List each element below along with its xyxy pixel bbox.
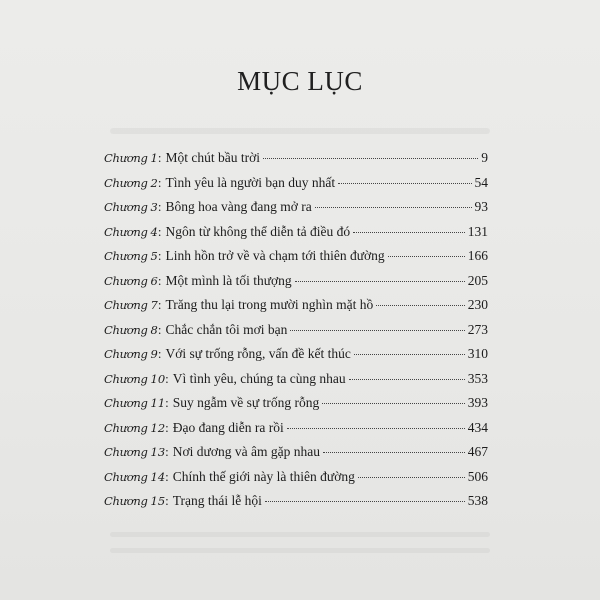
chapter-number: 7 (150, 298, 158, 312)
toc-entry (104, 248, 488, 273)
chapter-colon: : (157, 321, 162, 337)
chapter-colon: : (165, 493, 169, 508)
dot-leader (287, 428, 465, 429)
chapter-colon: : (157, 272, 162, 288)
chapter-number: 6 (150, 273, 158, 288)
chapter-label: Chương (104, 151, 148, 165)
dot-leader (388, 256, 465, 257)
dot-leader (354, 354, 465, 355)
chapter-title: Bông hoa vàng đang mở ra (165, 199, 312, 214)
chapter-title: Chắc chắn tôi mơi bạn (165, 321, 288, 337)
page-number: 93 (474, 199, 488, 214)
chapter-colon: : (157, 199, 162, 214)
page-number: 166 (467, 248, 488, 263)
toc-entry (104, 346, 488, 371)
show-through-text (110, 532, 490, 537)
chapter-colon: : (157, 223, 162, 239)
chapter-number: 13 (150, 445, 166, 459)
chapter-label: Chương (104, 175, 148, 190)
chapter-title: Ngôn từ không thể diễn tả điều đó (165, 223, 351, 239)
toc-entry (104, 273, 488, 298)
chapter-colon: : (157, 297, 162, 312)
dot-leader (349, 379, 465, 380)
dot-leader (315, 207, 472, 208)
chapter-title: Nơi dương và âm gặp nhau (172, 444, 320, 459)
chapter-colon: : (165, 419, 169, 435)
chapter-number: 12 (150, 420, 166, 435)
chapter-label: Chương (104, 347, 148, 361)
dot-leader (265, 501, 465, 502)
chapter-colon: : (157, 346, 162, 361)
page-number: 353 (467, 370, 488, 386)
show-through-text (110, 548, 490, 553)
page-number: 131 (467, 223, 488, 239)
chapter-label: Chương (104, 420, 148, 435)
page-number: 205 (467, 272, 488, 288)
chapter-label: Chương (104, 298, 148, 312)
chapter-number: 4 (150, 224, 158, 239)
page-number: 467 (467, 444, 488, 459)
dot-leader (322, 403, 465, 404)
chapter-label: Chương (104, 273, 148, 288)
chapter-title: Suy ngẫm về sự trống rỗng (172, 395, 320, 410)
chapter-title: Trạng thái lễ hội (172, 493, 262, 508)
page-number: 230 (467, 297, 488, 312)
toc-entry (104, 322, 488, 347)
toc-entry (104, 469, 488, 494)
chapter-title: Đạo đang diễn ra rồi (172, 419, 284, 435)
dot-leader (338, 183, 471, 184)
chapter-colon: : (157, 150, 162, 165)
chapter-label: Chương (104, 224, 148, 239)
chapter-colon: : (165, 468, 169, 484)
chapter-colon: : (157, 248, 162, 263)
chapter-colon: : (157, 174, 162, 190)
dot-leader (358, 477, 465, 478)
toc-entry (104, 175, 488, 200)
dot-leader (263, 158, 478, 159)
chapter-label: Chương (104, 371, 148, 386)
chapter-number: 15 (150, 494, 166, 508)
page-number: 434 (467, 419, 488, 435)
chapter-number: 9 (150, 347, 158, 361)
chapter-title: Vì tình yêu, chúng ta cùng nhau (172, 370, 346, 386)
page-number: 393 (467, 395, 488, 410)
toc-title: MỤC LỤC (237, 66, 363, 96)
chapter-label: Chương (104, 469, 148, 484)
chapter-title: Một mình là tối thượng (165, 272, 292, 288)
toc-entry (104, 224, 488, 249)
dot-leader (323, 452, 465, 453)
chapter-colon: : (165, 395, 169, 410)
dot-leader (376, 305, 464, 306)
dot-leader (295, 281, 465, 282)
toc-entry (104, 395, 488, 420)
page-number: 310 (467, 346, 488, 361)
chapter-number: 11 (150, 396, 166, 410)
chapter-number: 10 (150, 371, 166, 386)
chapter-title: Linh hồn trở về và chạm tới thiên đường (165, 248, 385, 263)
toc-entry (104, 150, 488, 175)
chapter-number: 3 (150, 200, 158, 214)
toc-entry (104, 199, 488, 224)
chapter-title: Chính thế giới này là thiên đường (172, 468, 355, 484)
page-number: 538 (467, 493, 488, 508)
toc-entry (104, 371, 488, 396)
toc-entry (104, 444, 488, 469)
toc-entry (104, 297, 488, 322)
toc-list (104, 150, 488, 518)
page-number: 54 (474, 174, 488, 190)
page-number: 506 (467, 468, 488, 484)
chapter-title: Trăng thu lại trong mười nghìn mặt hồ (165, 297, 374, 312)
chapter-number: 8 (150, 322, 158, 337)
toc-entry (104, 493, 488, 518)
show-through-text (110, 128, 490, 134)
chapter-label: Chương (104, 396, 148, 410)
chapter-number: 2 (150, 175, 158, 190)
chapter-number: 14 (150, 469, 166, 484)
dot-leader (353, 232, 465, 233)
chapter-label: Chương (104, 494, 148, 508)
chapter-label: Chương (104, 322, 148, 337)
chapter-label: Chương (104, 249, 148, 263)
dot-leader (290, 330, 464, 331)
chapter-label: Chương (104, 445, 148, 459)
chapter-colon: : (165, 370, 169, 386)
page-number: 9 (481, 150, 488, 165)
chapter-title: Với sự trống rỗng, vấn đề kết thúc (165, 346, 351, 361)
chapter-number: 1 (150, 151, 158, 165)
chapter-title: Một chút bầu trời (165, 150, 260, 165)
toc-entry (104, 420, 488, 445)
page-number: 273 (467, 321, 488, 337)
chapter-label: Chương (104, 200, 148, 214)
chapter-colon: : (165, 444, 169, 459)
chapter-title: Tình yêu là người bạn duy nhất (165, 174, 336, 190)
chapter-number: 5 (150, 249, 158, 263)
